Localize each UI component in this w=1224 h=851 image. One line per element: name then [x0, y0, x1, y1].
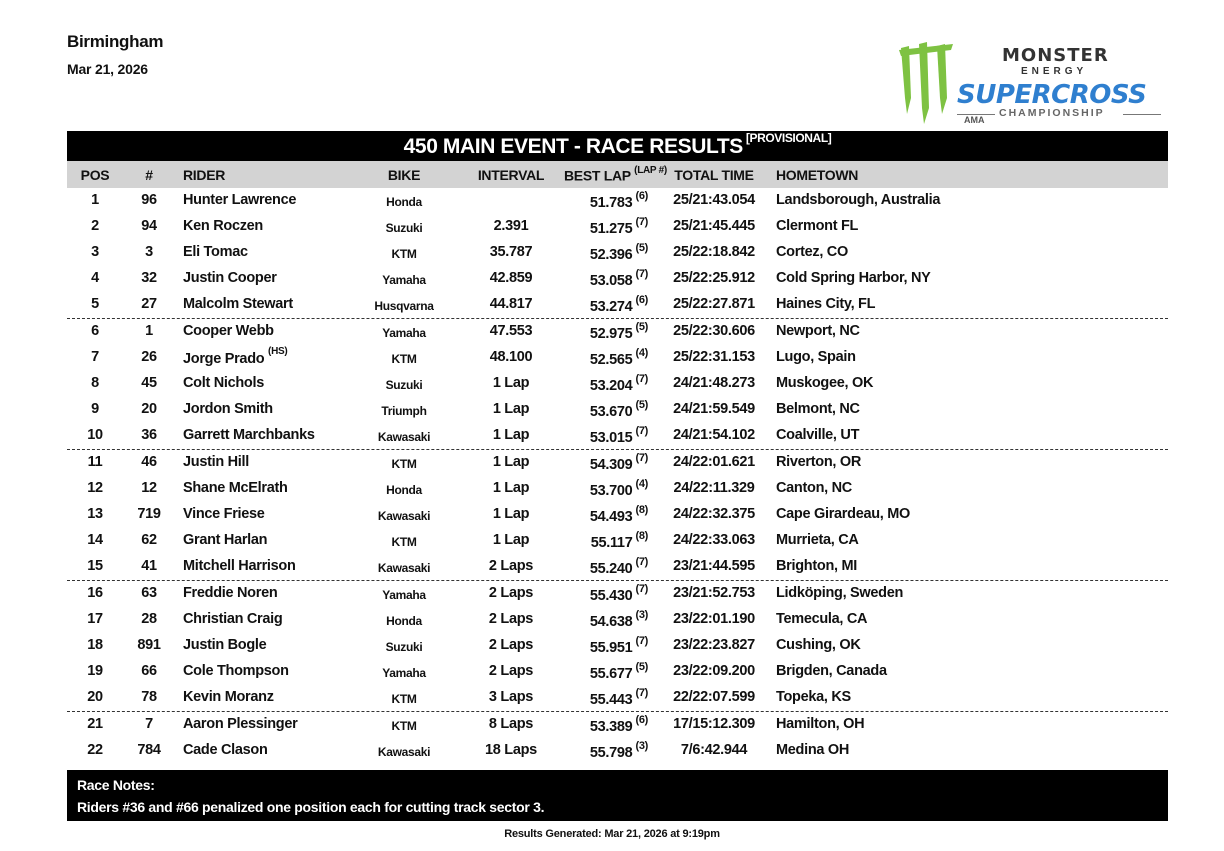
championship-wordmark: CHAMPIONSHIP: [999, 107, 1105, 119]
cell-total-time: 23/22:01.190: [673, 611, 755, 627]
cell-pos: 20: [87, 689, 103, 705]
cell-hometown: Landsborough, Australia: [776, 192, 941, 208]
best-lap-time: 55.117: [590, 534, 633, 551]
cell-best-lap: [570, 401, 648, 420]
cell-bike: Kawasaki: [377, 745, 431, 759]
cell-pos: 21: [87, 716, 103, 732]
cell-hometown: Belmont, NC: [776, 401, 860, 417]
table-row: [67, 554, 1168, 581]
cell-best-lap: [570, 427, 648, 446]
col-hometown: HOMETOWN: [776, 167, 859, 183]
cell-best-lap: [570, 454, 648, 473]
cell-pos: 3: [91, 244, 99, 260]
cell-interval: 42.859: [489, 270, 533, 286]
cell-interval: 1 Lap: [492, 480, 530, 496]
cell-hometown: Hamilton, OH: [776, 716, 865, 732]
cell-pos: 8: [91, 375, 99, 391]
cell-best-lap: [570, 349, 648, 368]
cell-rider: [183, 611, 282, 627]
table-row: [67, 371, 1168, 397]
table-row: [67, 607, 1168, 633]
cell-hometown: Brighton, MI: [776, 558, 857, 574]
cell-interval: 47.553: [489, 323, 533, 339]
table-row: [67, 292, 1168, 319]
table-row: [67, 476, 1168, 502]
cell-interval: 1 Lap: [492, 375, 530, 391]
rider-name: Garrett Marchbanks: [183, 427, 315, 443]
cell-rider: [183, 296, 293, 312]
col-rider: RIDER: [183, 167, 226, 183]
cell-number: 78: [141, 689, 157, 705]
table-row: [67, 581, 1168, 607]
venue-title: Birmingham: [67, 32, 164, 51]
cell-rider: [183, 192, 296, 208]
cell-total-time: 25/22:25.912: [673, 270, 755, 286]
table-row: [67, 502, 1168, 528]
cell-total-time: 23/21:44.595: [673, 558, 755, 574]
table-row: [67, 659, 1168, 685]
best-lap-number: (7): [635, 373, 648, 385]
cell-bike: Yamaha: [382, 588, 426, 602]
table-row: [67, 423, 1168, 450]
cell-best-lap: [570, 270, 648, 289]
cell-hometown: Newport, NC: [776, 323, 860, 339]
race-notes: [67, 770, 1168, 821]
cell-hometown: Clermont FL: [776, 218, 859, 234]
col-bike: BIKE: [387, 167, 421, 183]
best-lap-time: 53.670: [589, 403, 633, 420]
cell-number: 66: [141, 663, 157, 679]
cell-number: 7: [145, 716, 153, 732]
rider-name: Justin Bogle: [183, 637, 267, 653]
rider-name: Hunter Lawrence: [183, 192, 297, 208]
cell-number: 28: [141, 611, 157, 627]
col-best-lap-sup: (LAP #): [634, 165, 667, 176]
cell-bike: KTM: [391, 352, 417, 366]
cell-bike: Husqvarna: [374, 299, 434, 313]
cell-bike: KTM: [391, 719, 417, 733]
cell-rider: [183, 375, 264, 391]
cell-number: 1: [145, 323, 153, 339]
cell-hometown: Medina OH: [776, 742, 850, 758]
table-row: [67, 319, 1168, 345]
table-row: [67, 266, 1168, 292]
col-pos: POS: [80, 167, 110, 183]
cell-number: 891: [137, 637, 161, 653]
cell-total-time: 25/22:27.871: [673, 296, 755, 312]
cell-rider: [183, 323, 274, 339]
cell-hometown: Canton, NC: [776, 480, 852, 496]
race-notes-heading: Race Notes:: [77, 777, 155, 793]
cell-total-time: 25/22:31.153: [673, 349, 755, 365]
cell-total-time: 24/22:33.063: [673, 532, 755, 548]
best-lap-number: (3): [635, 609, 648, 621]
col-number: #: [145, 167, 153, 183]
cell-pos: 9: [91, 401, 99, 417]
cell-bike: KTM: [391, 535, 417, 549]
cell-hometown: Haines City, FL: [776, 296, 876, 312]
best-lap-number: (3): [635, 740, 648, 752]
best-lap-number: (7): [635, 452, 648, 464]
ama-mark: AMA: [964, 115, 985, 125]
cell-best-lap: [570, 637, 648, 656]
cell-interval: 2.391: [493, 218, 529, 234]
cell-pos: 11: [87, 454, 103, 470]
cell-pos: 4: [91, 270, 99, 286]
cell-bike: Yamaha: [382, 273, 426, 287]
cell-pos: 22: [87, 742, 103, 758]
cell-bike: Kawasaki: [377, 430, 431, 444]
rider-name: Malcolm Stewart: [183, 296, 293, 312]
best-lap-time: 53.015: [589, 429, 633, 446]
col-best-lap: [564, 167, 667, 184]
supercross-wordmark: SUPERCROSS: [957, 80, 1147, 110]
col-interval: INTERVAL: [477, 167, 545, 183]
best-lap-number: (7): [635, 268, 648, 280]
cell-best-lap: [570, 716, 648, 735]
cell-best-lap: [570, 689, 648, 708]
rider-name: Colt Nichols: [183, 375, 264, 391]
col-total-time: TOTAL TIME: [674, 167, 754, 183]
cell-pos: 13: [87, 506, 103, 522]
cell-rider: [183, 244, 248, 260]
cell-number: 62: [141, 532, 157, 548]
cell-rider: [183, 427, 315, 443]
cell-rider: [183, 454, 249, 470]
cell-interval: 2 Laps: [488, 558, 534, 574]
table-row: [67, 712, 1168, 738]
cell-rider: [183, 532, 267, 548]
cell-pos: 7: [91, 349, 99, 365]
cell-best-lap: [570, 375, 648, 394]
table-row: [67, 528, 1168, 554]
best-lap-number: (6): [635, 190, 648, 202]
supercross-logo: [895, 38, 1165, 128]
cell-best-lap: [570, 611, 648, 630]
provisional-tag: [PROVISIONAL]: [745, 131, 832, 145]
cell-number: 32: [141, 270, 157, 286]
cell-bike: Triumph: [381, 404, 427, 418]
best-lap-number: (4): [635, 347, 648, 359]
cell-bike: Yamaha: [382, 326, 426, 340]
cell-hometown: Lugo, Spain: [776, 349, 856, 365]
cell-pos: 18: [87, 637, 103, 653]
cell-interval: 48.100: [489, 349, 533, 365]
table-row: [67, 240, 1168, 266]
cell-total-time: 24/22:32.375: [673, 506, 755, 522]
best-lap-time: 55.430: [589, 587, 633, 604]
cell-interval: 1 Lap: [492, 401, 530, 417]
energy-wordmark: ENERGY: [1021, 66, 1088, 77]
cell-rider: [183, 218, 263, 234]
cell-bike: Honda: [386, 614, 422, 628]
cell-rider: [183, 585, 277, 601]
cell-total-time: 25/22:18.842: [673, 244, 755, 260]
cell-rider: [183, 689, 274, 705]
table-row: [67, 214, 1168, 240]
best-lap-time: 55.951: [589, 639, 633, 656]
cell-bike: Yamaha: [382, 666, 426, 680]
best-lap-number: (5): [635, 321, 648, 333]
best-lap-time: 51.275: [589, 220, 633, 237]
generated-footer: Results Generated: Mar 21, 2026 at 9:19pm: [504, 828, 720, 840]
best-lap-time: 51.783: [589, 194, 633, 211]
best-lap-time: 53.204: [589, 377, 633, 394]
table-row: [67, 188, 1168, 214]
cell-hometown: Riverton, OR: [776, 454, 862, 470]
cell-best-lap: [570, 506, 648, 525]
cell-best-lap: [570, 244, 648, 263]
cell-interval: 44.817: [489, 296, 533, 312]
cell-number: 45: [141, 375, 157, 391]
cell-bike: Suzuki: [385, 640, 423, 654]
best-lap-number: (5): [635, 399, 648, 411]
cell-bike: KTM: [391, 457, 417, 471]
cell-total-time: 24/22:11.329: [673, 480, 755, 496]
cell-best-lap: [570, 480, 648, 499]
race-notes-text: Riders #36 and #66 penalized one position each for cutting track sector 3.: [77, 799, 545, 815]
cell-total-time: 24/21:59.549: [673, 401, 755, 417]
cell-bike: KTM: [391, 247, 417, 261]
table-row: [67, 633, 1168, 659]
cell-pos: 10: [87, 427, 103, 443]
cell-interval: 2 Laps: [488, 637, 534, 653]
table-row: [67, 685, 1168, 712]
cell-pos: 16: [87, 585, 103, 601]
best-lap-time: 55.677: [589, 665, 633, 682]
cell-rider: [183, 401, 273, 417]
cell-interval: 2 Laps: [488, 585, 534, 601]
cell-bike: Kawasaki: [377, 561, 431, 575]
cell-total-time: 17/15:12.309: [673, 716, 755, 732]
cell-interval: 35.787: [489, 244, 533, 260]
cell-hometown: Muskogee, OK: [776, 375, 874, 391]
cell-hometown: Cold Spring Harbor, NY: [776, 270, 931, 286]
best-lap-time: 52.396: [589, 246, 633, 263]
cell-best-lap: [570, 218, 648, 237]
cell-number: 3: [145, 244, 153, 260]
cell-rider: [183, 270, 277, 286]
best-lap-time: 53.274: [589, 298, 633, 315]
event-date: Mar 21, 2026: [67, 61, 148, 77]
cell-number: 94: [141, 218, 157, 234]
cell-hometown: Cushing, OK: [776, 637, 861, 653]
cell-total-time: 23/22:23.827: [673, 637, 755, 653]
cell-pos: 14: [87, 532, 103, 548]
table-row: [67, 450, 1168, 476]
cell-rider: [183, 480, 288, 496]
column-header-row: [67, 161, 1168, 188]
best-lap-number: (4): [635, 478, 648, 490]
cell-hometown: Cape Girardeau, MO: [776, 506, 910, 522]
cell-best-lap: [570, 663, 648, 682]
best-lap-number: (7): [635, 583, 648, 595]
rider-name: Jordon Smith: [183, 401, 273, 417]
cell-number: 20: [141, 401, 157, 417]
best-lap-time: 52.565: [589, 351, 633, 368]
cell-number: 27: [141, 296, 157, 312]
cell-best-lap: [570, 558, 648, 577]
cell-total-time: 7/6:42.944: [680, 742, 748, 758]
cell-total-time: 24/21:54.102: [673, 427, 755, 443]
cell-rider: [183, 558, 296, 574]
cell-interval: 2 Laps: [488, 663, 534, 679]
best-lap-time: 55.798: [589, 744, 633, 761]
cell-number: 36: [141, 427, 157, 443]
cell-number: 12: [141, 480, 157, 496]
cell-rider: [183, 346, 288, 367]
cell-bike: Suzuki: [385, 221, 423, 235]
monster-claw-icon: [895, 38, 957, 124]
best-lap-number: (7): [635, 687, 648, 699]
cell-total-time: 23/22:09.200: [673, 663, 755, 679]
best-lap-number: (7): [635, 425, 648, 437]
best-lap-time: 53.389: [589, 718, 633, 735]
cell-total-time: 24/21:48.273: [673, 375, 755, 391]
cell-hometown: Temecula, CA: [776, 611, 868, 627]
rider-name: Freddie Noren: [183, 585, 278, 601]
cell-interval: 1 Lap: [492, 532, 530, 548]
cell-total-time: 25/21:43.054: [673, 192, 755, 208]
best-lap-number: (5): [635, 661, 648, 673]
cell-interval: 2 Laps: [488, 611, 534, 627]
rider-name: Justin Cooper: [183, 270, 277, 286]
cell-hometown: Cortez, CO: [776, 244, 848, 260]
rider-name: Cade Clason: [183, 742, 268, 758]
results-table: [67, 188, 1168, 764]
cell-pos: 2: [91, 218, 99, 234]
table-row: [67, 738, 1168, 764]
best-lap-time: 55.443: [589, 691, 633, 708]
cell-pos: 6: [91, 323, 99, 339]
best-lap-time: 54.638: [589, 613, 633, 630]
cell-interval: 1 Lap: [492, 454, 530, 470]
best-lap-time: 52.975: [589, 325, 633, 342]
cell-number: 784: [137, 742, 161, 758]
cell-total-time: 23/21:52.753: [673, 585, 755, 601]
best-lap-number: (6): [635, 294, 648, 306]
cell-interval: 18 Laps: [485, 742, 537, 758]
cell-pos: 1: [91, 192, 99, 208]
cell-pos: 12: [87, 480, 103, 496]
cell-rider: [183, 742, 268, 758]
best-lap-number: (8): [635, 530, 648, 542]
cell-interval: 8 Laps: [488, 716, 534, 732]
cell-hometown: Murrieta, CA: [776, 532, 859, 548]
rider-name: Grant Harlan: [183, 532, 268, 548]
cell-rider: [183, 637, 266, 653]
cell-interval: 3 Laps: [488, 689, 534, 705]
best-lap-time: 55.240: [589, 560, 633, 577]
results-title-text: 450 MAIN EVENT - RACE RESULTS: [403, 135, 743, 158]
cell-pos: 19: [87, 663, 103, 679]
cell-best-lap: [570, 192, 648, 211]
cell-bike: Kawasaki: [377, 509, 431, 523]
cell-number: 46: [141, 454, 157, 470]
results-title: [67, 131, 1168, 161]
best-lap-time: 53.700: [589, 482, 633, 499]
rider-name: Aaron Plessinger: [183, 716, 298, 732]
rider-name: Eli Tomac: [183, 244, 248, 260]
cell-bike: Honda: [386, 483, 422, 497]
cell-bike: Honda: [386, 195, 422, 209]
cell-number: 26: [141, 349, 157, 365]
cell-best-lap: [570, 323, 648, 342]
rider-name: Cole Thompson: [183, 663, 289, 679]
cell-number: 96: [141, 192, 157, 208]
cell-best-lap: [570, 296, 648, 315]
cell-hometown: Lidköping, Sweden: [776, 585, 904, 601]
cell-hometown: Topeka, KS: [776, 689, 851, 705]
table-row: [67, 345, 1168, 371]
rider-name: Shane McElrath: [183, 480, 288, 496]
cell-best-lap: [570, 742, 648, 761]
rider-name: Vince Friese: [183, 506, 265, 522]
cell-rider: [183, 663, 289, 679]
best-lap-number: (8): [635, 504, 648, 516]
cell-total-time: 25/21:45.445: [673, 218, 755, 234]
cell-best-lap: [570, 585, 648, 604]
cell-rider: [183, 506, 265, 522]
cell-total-time: 22/22:07.599: [673, 689, 755, 705]
cell-bike: KTM: [391, 692, 417, 706]
best-lap-number: (7): [635, 556, 648, 568]
cell-interval: 1 Lap: [492, 506, 530, 522]
rider-name: Jorge Prado: [183, 350, 265, 367]
cell-best-lap: [570, 532, 648, 551]
cell-total-time: 25/22:30.606: [673, 323, 755, 339]
monster-wordmark: MONSTER: [1002, 45, 1109, 66]
rider-name: Ken Roczen: [183, 218, 263, 234]
cell-number: 719: [137, 506, 161, 522]
divider: [1123, 114, 1161, 115]
divider: [957, 114, 995, 115]
cell-bike: Suzuki: [385, 378, 423, 392]
cell-hometown: Coalville, UT: [776, 427, 860, 443]
cell-total-time: 24/22:01.621: [673, 454, 755, 470]
best-lap-number: (7): [635, 635, 648, 647]
cell-interval: 1 Lap: [492, 427, 530, 443]
rider-note: (HS): [268, 346, 288, 357]
cell-pos: 15: [87, 558, 103, 574]
rider-name: Cooper Webb: [183, 323, 274, 339]
table-row: [67, 397, 1168, 423]
cell-hometown: Brigden, Canada: [776, 663, 887, 679]
cell-pos: 5: [91, 296, 99, 312]
rider-name: Christian Craig: [183, 611, 283, 627]
cell-pos: 17: [87, 611, 103, 627]
cell-rider: [183, 716, 297, 732]
best-lap-number: (7): [635, 216, 648, 228]
best-lap-time: 53.058: [589, 272, 633, 289]
best-lap-time: 54.493: [589, 508, 633, 525]
best-lap-number: (5): [635, 242, 648, 254]
cell-number: 63: [141, 585, 157, 601]
rider-name: Mitchell Harrison: [183, 558, 296, 574]
rider-name: Justin Hill: [183, 454, 249, 470]
cell-number: 41: [141, 558, 157, 574]
best-lap-number: (6): [635, 714, 648, 726]
best-lap-time: 54.309: [589, 456, 633, 473]
col-best-lap-label: BEST LAP: [564, 167, 631, 184]
rider-name: Kevin Moranz: [183, 689, 274, 705]
